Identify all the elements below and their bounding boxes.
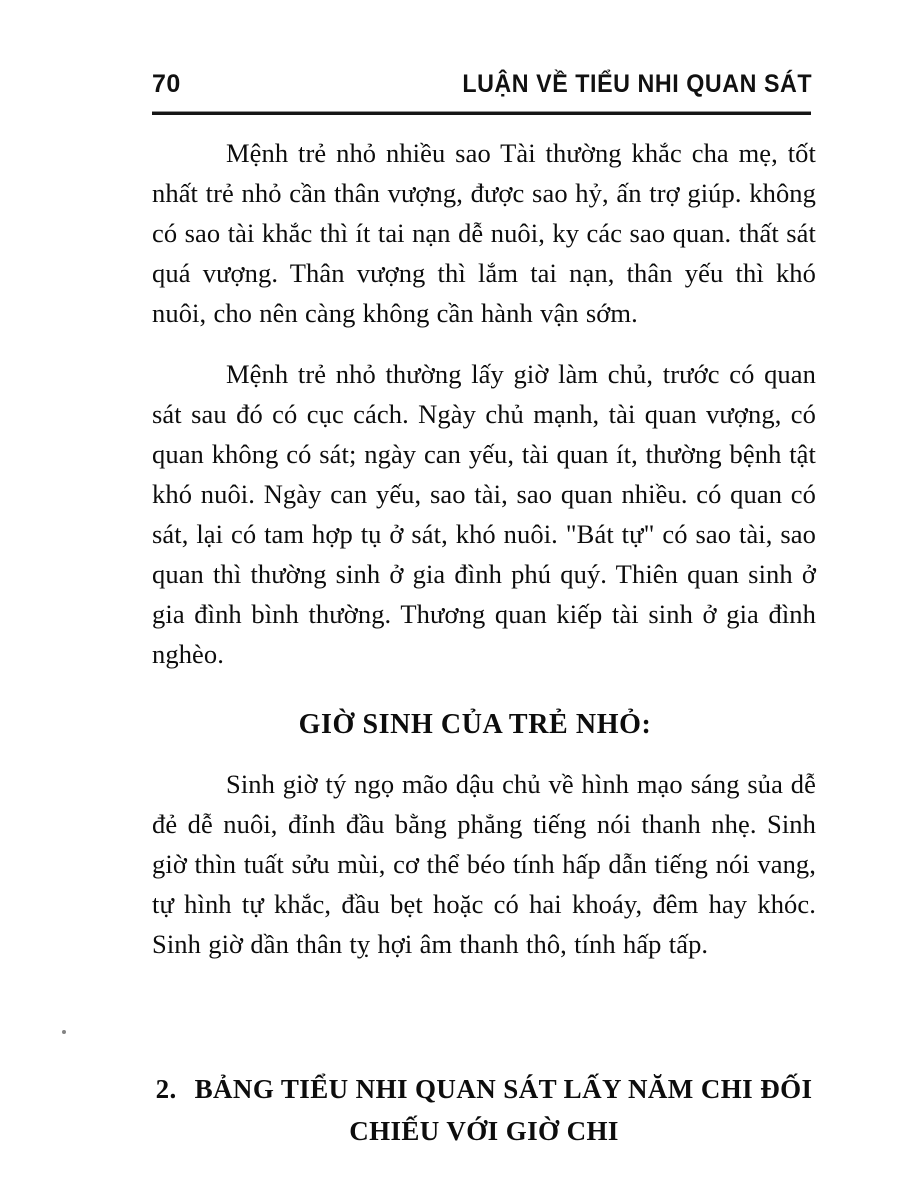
page-number: 70: [152, 70, 181, 98]
numbered-heading-number: 2.: [155, 1074, 177, 1104]
header-divider-rule: [152, 112, 811, 115]
running-head: [152, 72, 812, 106]
section-heading: GIỜ SINH CỦA TRẺ NHỎ:: [298, 709, 652, 740]
paragraph-3: Sinh giờ tý ngọ mão dậu chủ về hình mạo sáng sủa dễ đẻ dễ nuôi, đỉnh đầu bằng phẳng tiếng nói thanh nhẹ. Sinh giờ thìn tuất sửu mùi, cơ thể béo tính hấp dẫn tiếng nói vang, tự hình tự khắc, đầu bẹt hoặc có hai khoáy, đêm hay khóc. Sinh giờ dần thân tỵ hợi âm thanh thô, tính hấp tấp.: [152, 769, 816, 959]
numbered-heading-line-1: [152, 1068, 816, 1110]
paragraph-1: Mệnh trẻ nhỏ nhiều sao Tài thường khắc cha mẹ, tốt nhất trẻ nhỏ cần thân vượng, được sao hỷ, ấn trợ giúp. không có sao tài khắc thì ít tai nạn dễ nuôi, ky các sao quan. thất sát quá vượng. Thân vượng thì lắm tai nạn, thân yếu thì khó nuôi, cho nên càng không cần hành vận sớm.: [152, 138, 816, 328]
running-head-title: LUẬN VỀ TIỂU NHI QUAN SÁT: [462, 70, 812, 98]
numbered-section-heading: [152, 1068, 816, 1152]
paragraph-2: Mệnh trẻ nhỏ thường lấy giờ làm chủ, trước có quan sát sau đó có cục cách. Ngày chủ mạnh, tài quan vượng, có quan không có sát; ngày can yếu, tài quan ít, thường bệnh tật khó nuôi. Ngày can yếu, sao tài, sao quan nhiều. có quan có sát, lại có tam hợp tụ ở sát, khó nuôi. "Bát tự" có sao tài, sao quan thì thường sinh ở gia đình phú quý. Thiên quan sinh ở gia đình bình thường. Thương quan kiếp tài sinh ở gia đình nghèo.: [152, 359, 816, 669]
body-text-column: [152, 133, 816, 964]
numbered-heading-text-line-1: BẢNG TIỂU NHI QUAN SÁT LẤY NĂM CHI ĐỐI: [194, 1074, 813, 1104]
scan-artifact-dot: [62, 1030, 66, 1034]
numbered-heading-text-line-2: CHIẾU VỚI GIỜ CHI: [349, 1116, 619, 1146]
